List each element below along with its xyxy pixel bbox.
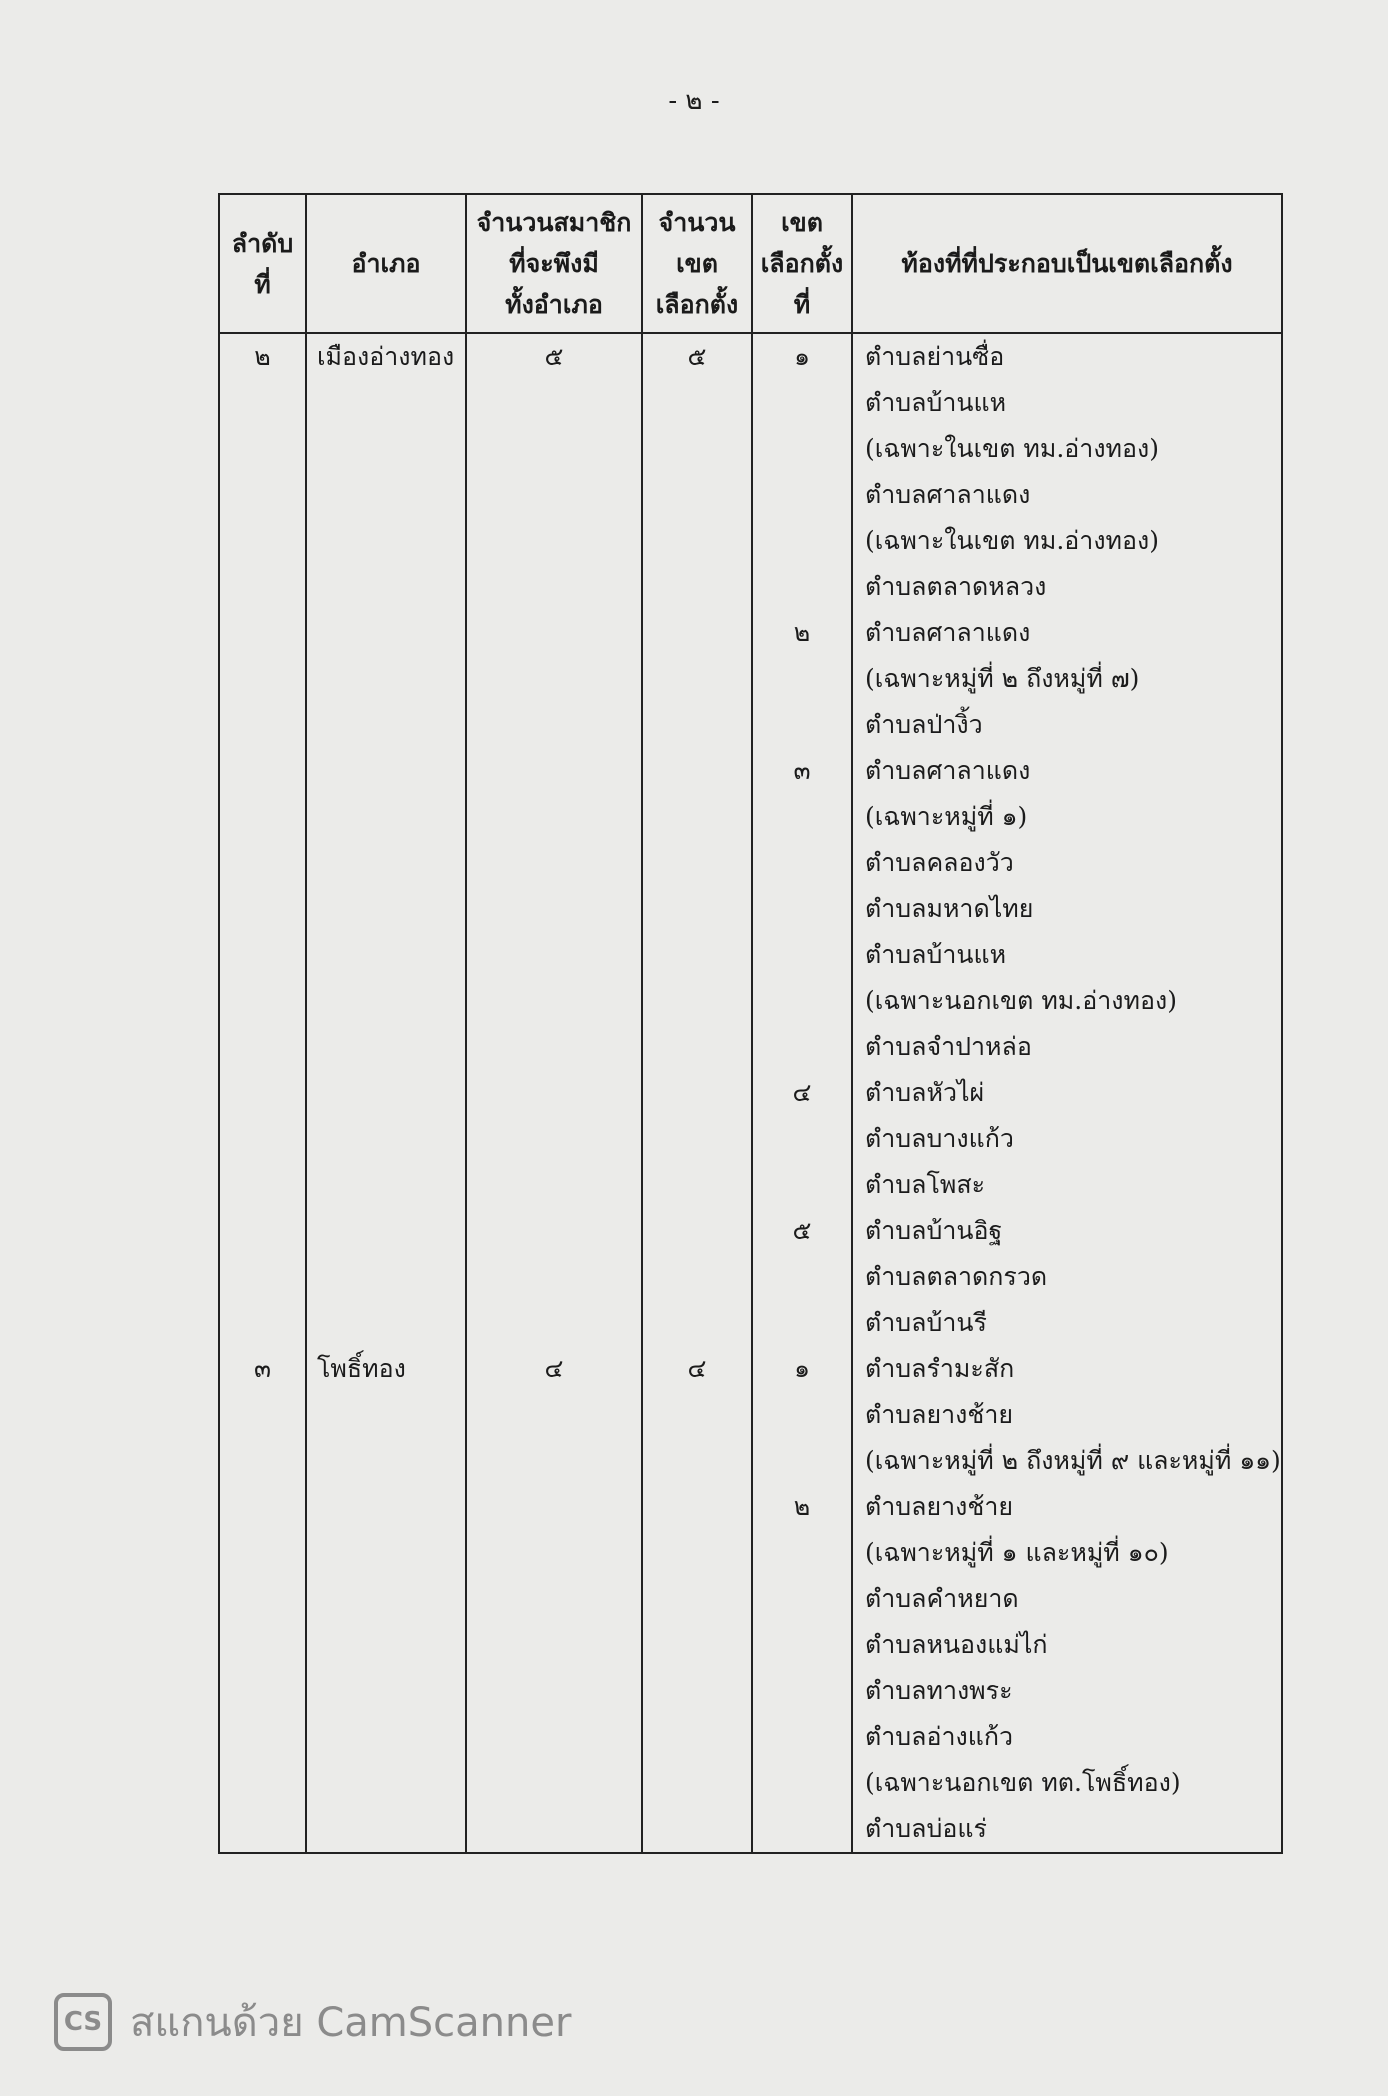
zone-number xyxy=(753,1392,851,1438)
zone-number xyxy=(753,426,851,472)
zone-number xyxy=(753,656,851,702)
table-row xyxy=(219,1346,1282,1853)
area-line: ตำบลยางช้าย xyxy=(865,1492,1014,1521)
area-line: (เฉพาะหมู่ที่ ๑) xyxy=(865,802,1028,831)
area-line: (เฉพาะนอกเขต ทม.อ่างทอง) xyxy=(865,986,1177,1015)
cell-area xyxy=(852,1346,1282,1853)
zone-number xyxy=(753,1760,851,1806)
zone-number: ๑ xyxy=(794,1354,810,1383)
area-line: ตำบลโพสะ xyxy=(865,1170,986,1199)
zone-number xyxy=(753,840,851,886)
cell-members: ๕ xyxy=(466,333,642,1346)
header-area: ท้องที่ที่ประกอบเป็นเขตเลือกตั้ง xyxy=(852,194,1282,333)
area-line: ตำบลรำมะสัก xyxy=(865,1354,1015,1383)
zone-number xyxy=(753,1668,851,1714)
area-line: ตำบลมหาดไทย xyxy=(865,894,1034,923)
area-line: ตำบลบ้านอิฐ xyxy=(865,1216,1003,1245)
area-line: ตำบลบ้านแห xyxy=(865,388,1007,417)
area-line: ตำบลป่างิ้ว xyxy=(865,710,983,739)
camscanner-watermark xyxy=(54,1990,571,2054)
area-line: ตำบลตลาดหลวง xyxy=(865,572,1047,601)
zone-number: ๒ xyxy=(793,618,811,647)
zone-number: ๔ xyxy=(792,1078,812,1107)
zone-number xyxy=(753,1714,851,1760)
area-line: ตำบลคำหยาด xyxy=(865,1584,1019,1613)
page-number: - ๒ - xyxy=(668,86,720,116)
area-line: (เฉพาะนอกเขต ทต.โพธิ์ทอง) xyxy=(865,1768,1181,1797)
zone-number xyxy=(753,702,851,748)
area-line: ตำบลศาลาแดง xyxy=(865,618,1031,647)
zone-number: ๓ xyxy=(793,756,811,785)
zone-number: ๑ xyxy=(794,342,810,371)
zone-number xyxy=(753,794,851,840)
zone-number xyxy=(753,472,851,518)
zone-number xyxy=(753,932,851,978)
cell-zone-count: ๕ xyxy=(642,333,752,1346)
table-row xyxy=(219,333,1282,1346)
area-line: ตำบลบ้านรี xyxy=(865,1308,987,1337)
zone-number xyxy=(753,1116,851,1162)
area-line: ตำบลทางพระ xyxy=(865,1676,1013,1705)
area-line: ตำบลจำปาหล่อ xyxy=(865,1032,1032,1061)
area-line: (เฉพาะหมู่ที่ ๑ และหมู่ที่ ๑๐) xyxy=(865,1538,1169,1567)
header-district: อำเภอ xyxy=(306,194,466,333)
zone-number xyxy=(753,564,851,610)
cell-area xyxy=(852,333,1282,1346)
area-line: ตำบลย่านซื่อ xyxy=(865,342,1005,371)
zone-number xyxy=(753,1530,851,1576)
header-zone-number: เขต เลือกตั้ง ที่ xyxy=(752,194,852,333)
zone-number xyxy=(753,518,851,564)
zone-number xyxy=(753,1162,851,1208)
area-line: ตำบลยางช้าย xyxy=(865,1400,1014,1429)
area-line: ตำบลบ้านแห xyxy=(865,940,1007,969)
zone-number xyxy=(753,886,851,932)
cell-zone-number xyxy=(752,1346,852,1853)
zone-number: ๒ xyxy=(793,1492,811,1521)
cell-zone-number xyxy=(752,333,852,1346)
area-line: ตำบลตลาดกรวด xyxy=(865,1262,1048,1291)
cell-district: เมืองอ่างทอง xyxy=(306,333,466,1346)
header-order: ลำดับ ที่ xyxy=(219,194,306,333)
area-line: ตำบลหนองแม่ไก่ xyxy=(865,1630,1048,1659)
zone-number xyxy=(753,380,851,426)
table-body xyxy=(219,333,1282,1853)
zone-number xyxy=(753,1254,851,1300)
camscanner-logo-icon: CS xyxy=(54,1993,112,2051)
table-header xyxy=(219,194,1282,333)
watermark-text: สแกนด้วย CamScanner xyxy=(130,2000,572,2046)
cell-district: โพธิ์ทอง xyxy=(306,1346,466,1853)
cell-order: ๒ xyxy=(219,333,306,1346)
zone-number xyxy=(753,1576,851,1622)
area-line: (เฉพาะหมู่ที่ ๒ ถึงหมู่ที่ ๙ และหมู่ที่ ๑๑) xyxy=(865,1446,1281,1475)
zone-number: ๕ xyxy=(792,1216,812,1245)
area-line: ตำบลหัวไผ่ xyxy=(865,1078,985,1107)
area-line: ตำบลคลองวัว xyxy=(865,848,1014,877)
zone-number xyxy=(753,978,851,1024)
header-zone-count: จำนวน เขต เลือกตั้ง xyxy=(642,194,752,333)
area-line: (เฉพาะในเขต ทม.อ่างทอง) xyxy=(865,434,1160,463)
zone-number xyxy=(753,1622,851,1668)
area-line: ตำบลบ่อแร่ xyxy=(865,1814,987,1843)
cell-zone-count: ๔ xyxy=(642,1346,752,1853)
zone-number xyxy=(753,1024,851,1070)
cell-order: ๓ xyxy=(219,1346,306,1853)
area-line: (เฉพาะหมู่ที่ ๒ ถึงหมู่ที่ ๗) xyxy=(865,664,1140,693)
cell-members: ๔ xyxy=(466,1346,642,1853)
header-members: จำนวนสมาชิก ที่จะพึงมี ทั้งอำเภอ xyxy=(466,194,642,333)
area-line: ตำบลศาลาแดง xyxy=(865,756,1031,785)
area-line: ตำบลศาลาแดง xyxy=(865,480,1031,509)
zone-number xyxy=(753,1806,851,1852)
area-line: ตำบลอ่างแก้ว xyxy=(865,1722,1014,1751)
zone-number xyxy=(753,1300,851,1346)
electoral-district-table xyxy=(218,193,1283,1854)
zone-number xyxy=(753,1438,851,1484)
area-line: ตำบลบางแก้ว xyxy=(865,1124,1014,1153)
area-line: (เฉพาะในเขต ทม.อ่างทอง) xyxy=(865,526,1160,555)
